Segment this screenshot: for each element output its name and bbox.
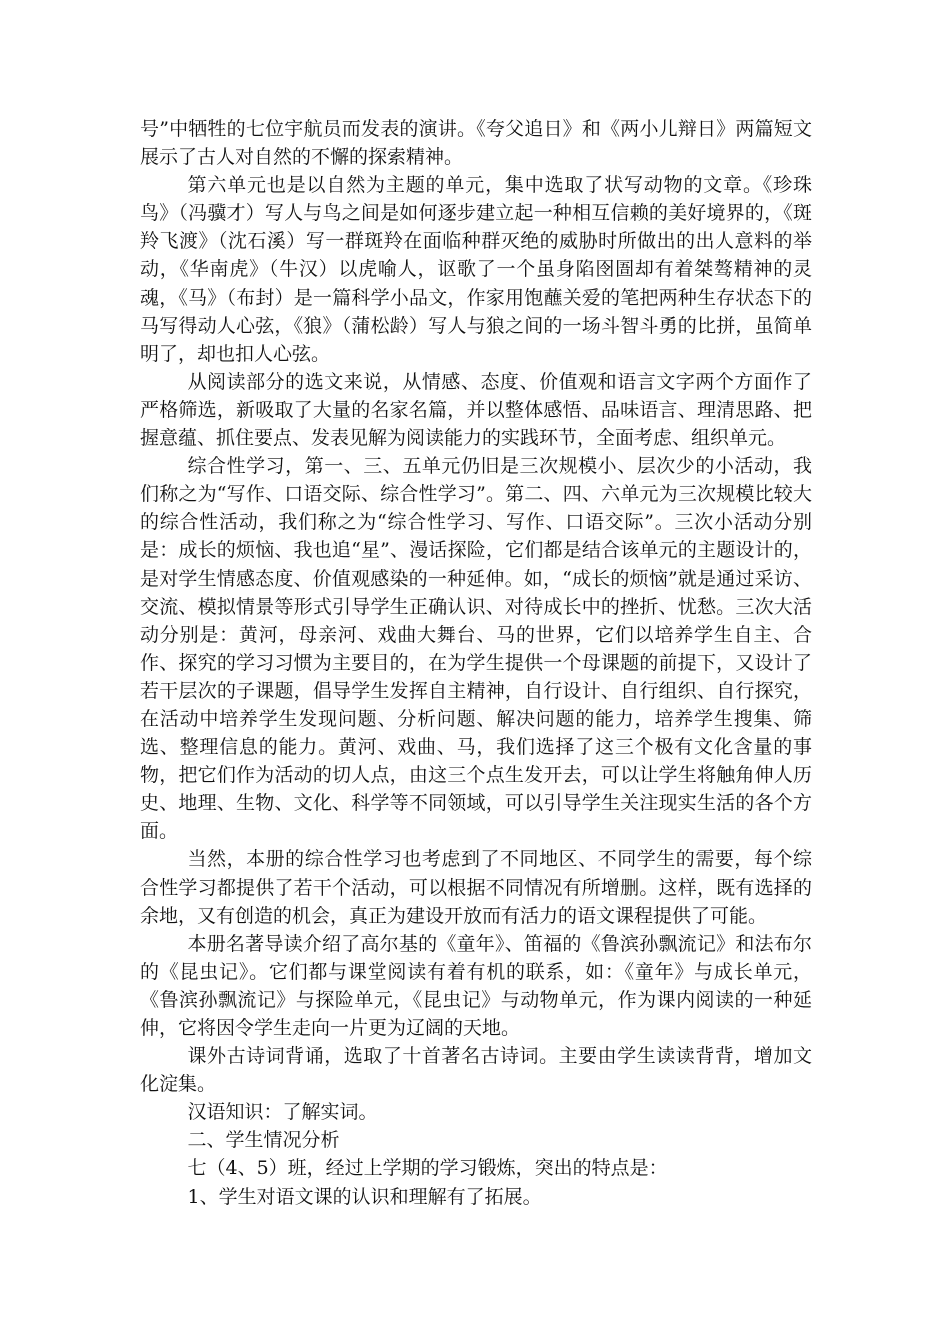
list-item-point-one: 1、学生对语文课的认识和理解有了拓展。 <box>187 1185 542 1208</box>
section-heading-student-analysis: 二、学生情况分析 <box>187 1129 340 1152</box>
paragraph-continued-speech: 号”中牺牲的七位宇航员而发表的演讲。《夸父追日》和《两小儿辩日》两篇短文展示了古人对自然的不懈的探索精神。 <box>140 118 812 169</box>
paragraph-classic-reading-guide: 本册名著导读介绍了高尔基的《童年》、笛福的《鲁滨孙飘流记》和法布尔的《昆虫记》。它们都与课堂阅读有着有机的联系，如：《童年》与成长单元，《鲁滨孙飘流记》与探险单元，《昆虫记》与动物单元，作为课内阅读的一种延伸，它将因令学生走向一片更为辽阔的天地。 <box>140 932 812 1039</box>
paragraph-chinese-knowledge: 汉语知识：了解实词。 <box>187 1101 378 1124</box>
paragraph-reading-selection: 从阅读部分的选文来说，从情感、态度、价值观和语言文字两个方面作了严格筛选，新吸取了大量的名家名篇，并以整体感悟、品味语言、理清思路、把握意蕴、抓住要点、发表见解为阅读能力的实践环节，全面考虑、组织单元。 <box>140 370 812 450</box>
paragraph-comprehensive-learning: 综合性学习，第一、三、五单元仍旧是三次规模小、层次少的小活动，我们称之为“写作、口语交际、综合性学习”。第二、四、六单元为三次规模比较大的综合性活动，我们称之为“综合性学习、写作、口语交际”。三次小活动分别是：成长的烦恼、我也追“星”、漫话探险，它们都是结合该单元的主题设计的，是对学生情感态度、价值观感染的一种延伸。如，“成长的烦恼”就是通过采访、交流、模拟情景等形式引导学生正确认识、对待成长中的挫折、忧愁。三次大活动分别是：黄河，母亲河、戏曲大舞台、马的世界，它们以培养学生自主、合作、探究的学习习惯为主要目的，在为学生提供一个母课题的前提下，又设计了若干层次的子课题，倡导学生发挥自主精神，自行设计、自行组织、自行探究，在活动中培养学生发现问题、分析问题、解决问题的能力，培养学生搜集、筛选、整理信息的能力。黄河、戏曲、马，我们选择了这三个极有文化含量的事物，把它们作为活动的切人点，由这三个点生发开去，可以让学生将触角伸人历史、地理、生物、文化、科学等不同领域，可以引导学生关注现实生活的各个方面。 <box>140 455 812 843</box>
document-page <box>140 115 812 1211</box>
paragraph-unit-six: 第六单元也是以自然为主题的单元，集中选取了状写动物的文章。《珍珠鸟》（冯骥才）写人与鸟之间是如何逐步建立起一种相互信赖的美好境界的，《斑羚飞渡》（沈石溪）写一群斑羚在面临种群灭绝的威胁时所做出的出人意料的举动，《华南虎》（牛汉）以虎喻人，讴歌了一个虽身陷囹圄却有着桀骜精神的灵魂，《马》（布封）是一篇科学小品文，作家用饱蘸关爱的笔把两种生存状态下的马写得动人心弦，《狼》（蒲松龄）写人与狼之间的一场斗智斗勇的比拼，虽简单明了，却也扣人心弦。 <box>140 174 812 365</box>
paragraph-activity-options: 当然，本册的综合性学习也考虑到了不同地区、不同学生的需要，每个综合性学习都提供了若干个活动，可以根据不同情况有所增删。这样，既有选择的余地，又有创造的机会，真正为建设开放而有活力的语文课程提供了可能。 <box>140 848 812 927</box>
paragraph-class-intro: 七（4、5）班，经过上学期的学习锻炼，突出的特点是： <box>187 1157 668 1180</box>
paragraph-ancient-poems: 课外古诗词背诵，选取了十首著名古诗词。主要由学生读读背背，增加文化淀集。 <box>140 1045 812 1096</box>
